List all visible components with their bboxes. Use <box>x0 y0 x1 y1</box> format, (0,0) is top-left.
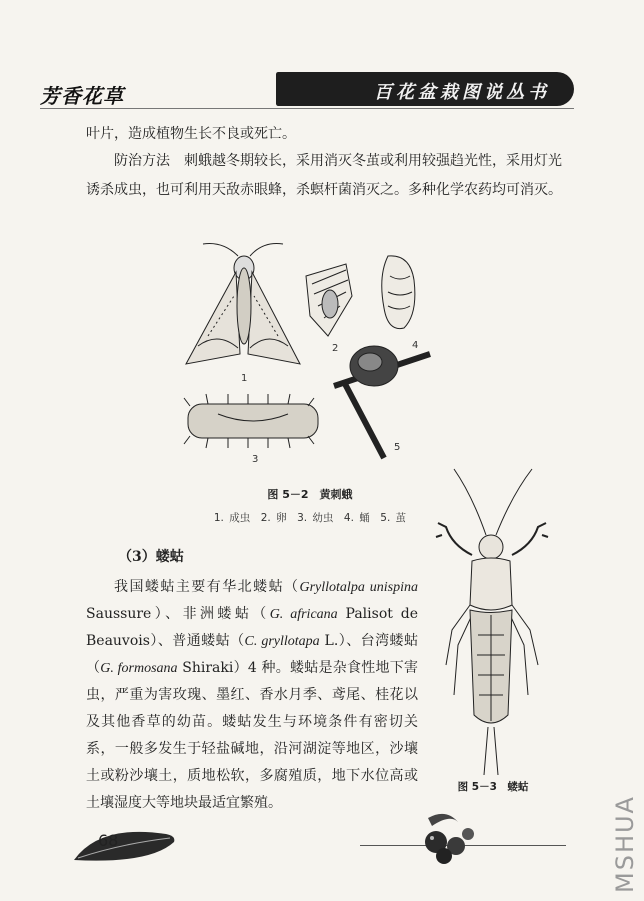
paragraph-continuation: 叶片，造成植物生长不良或死亡。 <box>86 126 296 142</box>
cocoon-drawing <box>334 346 430 458</box>
text-segment: Shiraki）4 种。蝼蛄是杂食性地下害虫，严重为害玫瑰、墨红、香水月季、鸢尾、桂花以及其他香草的幼苗。蝼蛄发生与环境条件有密切关系，一般多发生于轻盐碱地，沿河湖淀等地区，沙壤土或粉沙壤土，质地松软，多腐殖质，地下水位高或土壤湿度大等地块最适宜繁殖。 <box>86 660 418 811</box>
figure-5-3-illustration <box>432 465 552 777</box>
watermark-text: MSHUA <box>611 795 639 893</box>
figure-5-2-legend: 1. 成虫 2. 卵 3. 幼虫 4. 蛹 5. 茧 <box>213 512 407 524</box>
text-segment: Saussure）、非洲蝼蛄（ <box>86 606 270 622</box>
watermark <box>608 784 638 894</box>
pupa-drawing <box>382 256 415 329</box>
figure-5-2-caption: 图 5－2 黄刺蛾 <box>267 488 353 501</box>
figure-label-2: 2 <box>332 343 339 354</box>
moth-adult-drawing <box>186 244 300 365</box>
egg-drawing <box>306 264 352 336</box>
figure-label-3: 3 <box>252 454 259 465</box>
figure-label-4: 4 <box>412 340 419 351</box>
scientific-name: G. africana <box>269 607 338 622</box>
paragraph-control-method: 防治方法 刺蛾越冬期较长，采用消灭冬茧或利用较强趋光性，采用灯光诱杀成虫，也可利用天敌赤眼蜂，杀螟杆菌消灭之。多种化学农药均可消灭。 <box>86 153 562 198</box>
page-number: 68 <box>98 831 119 850</box>
series-title-left: 芳香花草 <box>40 84 124 108</box>
text-segment: L.）、台湾蝼蛄（ <box>86 633 418 676</box>
figure-label-1: 1 <box>241 373 248 384</box>
series-title-right: 百花盆栽图说丛书 <box>374 82 550 103</box>
text-segment: 我国蝼蛄主要有华北蝼蛄（ <box>114 579 300 595</box>
scientific-name: Gryllotalpa unispina <box>299 580 418 595</box>
section-heading-mole-cricket: （3）蝼蛄 <box>118 549 184 565</box>
scientific-name: G. formosana <box>100 661 178 676</box>
figure-label-5: 5 <box>394 442 401 453</box>
berries-icon <box>398 808 498 868</box>
leaf-icon <box>70 820 180 870</box>
figure-5-2-illustration <box>178 236 438 466</box>
figure-5-3-caption: 图 5－3 蝼蛄 <box>457 781 529 793</box>
text-segment: Palisot de Beauvois）、普通蝼蛄（ <box>86 606 418 649</box>
header-rule <box>40 108 574 109</box>
larva-drawing <box>184 394 318 448</box>
paragraph-mole-cricket <box>86 574 418 817</box>
scientific-name: C. gryllotapa <box>244 634 320 649</box>
